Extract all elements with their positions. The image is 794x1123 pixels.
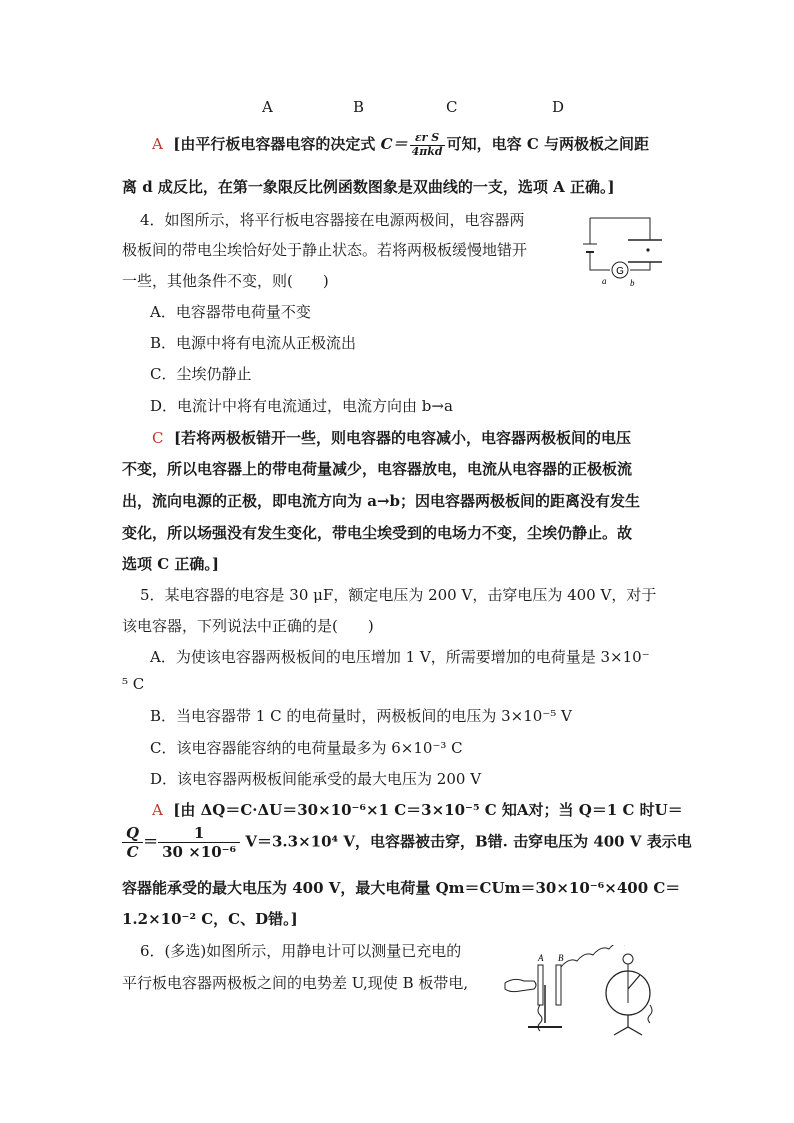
solution-4-text-1: [若将两极板错开一些，则电容器的电容减小，电容器两极板间的电压	[173, 429, 632, 447]
question-5-option-b: B．当电容器带 1 C 的电荷量时，两极板间的电压为 3×10⁻⁵ V	[150, 707, 572, 725]
solution-4-line-2: 不变，所以电容器上的带电荷量减少，电容器放电，电流从电容器的正极板流	[122, 460, 633, 478]
solution-4-line-1	[152, 427, 631, 448]
solution-3-answer: A	[152, 135, 163, 153]
choice-label-a: A	[262, 98, 273, 116]
question-4-option-d: D．电流计中将有电流通过，电流方向由 b→a	[150, 397, 453, 415]
solution-4-line-5: 选项 C 正确。]	[122, 555, 219, 573]
solution-5-line-3: 容器能承受的最大电压为 400 V，最大电荷量 Qm＝CUm＝30×10⁻⁶×400 C＝	[122, 879, 681, 897]
capacitance-formula-denominator: 4πkd	[411, 144, 443, 158]
question-4-option-a: A．电容器带电荷量不变	[150, 303, 311, 321]
voltage-fraction-denominator: 30 ×10⁻⁶	[158, 842, 240, 861]
circuit-label-a: a	[602, 276, 607, 286]
voltage-fraction	[158, 824, 240, 861]
galvanometer-label: G	[616, 266, 624, 277]
voltage-fraction-numerator: 1	[193, 824, 205, 842]
electrometer-figure	[500, 945, 665, 1040]
solution-3-line-1	[152, 130, 649, 158]
question-5-option-d: D．该电容器两极板间能承受的最大电压为 200 V	[150, 770, 482, 788]
capacitance-formula	[410, 132, 445, 157]
question-4-option-b: B．电源中将有电流从正极流出	[150, 334, 357, 352]
question-4-option-c: C．尘埃仍静止	[150, 365, 252, 383]
question-5-stem-1: 5．某电容器的电容是 30 μF，额定电压为 200 V，击穿电压为 400 V，对于	[140, 586, 657, 604]
question-5-stem-2: 该电容器，下列说法中正确的是( )	[122, 617, 374, 635]
question-6-stem-2: 平行板电容器两极板之间的电势差 U,现使 B 板带电,	[122, 974, 469, 992]
question-5-option-a-line-2: ⁵ C	[122, 675, 145, 693]
solution-4-line-3: 出，流向电源的正极，即电流方向为 a→b；因电容器两极板间的距离没有发生	[122, 492, 641, 510]
q-over-c-fraction	[122, 824, 143, 861]
choice-label-b: B	[353, 98, 365, 116]
solution-5-equals: ＝	[143, 832, 159, 851]
choice-label-d: D	[552, 98, 565, 116]
question-5-option-a-line-1: A．为使该电容器两极板间的电压增加 1 V，所需要增加的电荷量是 3×10⁻	[150, 648, 650, 666]
capacitor-circuit-figure	[580, 210, 670, 290]
solution-5-line-4: 1.2×10⁻² C，C、D错。]	[122, 910, 298, 928]
question-4-stem-3: 一些，其他条件不变，则( )	[122, 272, 329, 290]
q-over-c-denominator: C	[122, 842, 143, 861]
solution-5-line-2	[122, 824, 692, 861]
solution-4-line-4: 变化，所以场强没有发生变化，带电尘埃受到的电场力不变，尘埃仍静止。故	[122, 524, 633, 542]
q-over-c-numerator: Q	[126, 824, 140, 842]
circuit-label-b: b	[630, 278, 635, 288]
question-5-option-c: C．该电容器能容纳的电荷量最多为 6×10⁻³ C	[150, 739, 463, 757]
solution-3-line-2: 离 d 成反比，在第一象限反比例函数图象是双曲线的一支，选项 A 正确。]	[122, 178, 615, 196]
solution-5-line-1	[152, 799, 683, 820]
capacitance-formula-numerator: εr S	[414, 131, 440, 145]
solution-5-text-2: V＝3.3×10⁴ V，电容器被击穿，B错. 击穿电压为 400 V 表示电	[245, 832, 692, 851]
choice-label-c: C	[446, 98, 458, 116]
question-4-stem-1: 4．如图所示，将平行板电容器接在电源两极间，电容器两	[140, 211, 525, 229]
solution-5-text-1: [由 ΔQ＝C·ΔU＝30×10⁻⁶×1 C＝3×10⁻⁵ C 知A对；当 Q＝1 C 时U＝	[173, 801, 683, 819]
solution-3-formula-lhs: C＝	[380, 135, 408, 153]
solution-3-text-post: 可知，电容 C 与两极板之间距	[446, 135, 650, 153]
plate-a-label: A	[538, 953, 544, 963]
solution-3-text-pre: [由平行板电容器电容的决定式	[173, 135, 376, 153]
solution-4-answer: C	[152, 429, 164, 447]
question-6-stem-1: 6．(多选)如图所示，用静电计可以测量已充电的	[140, 942, 462, 960]
solution-5-answer: A	[152, 801, 163, 819]
plate-b-label: B	[558, 953, 564, 963]
question-4-stem-2: 极板间的带电尘埃恰好处于静止状态。若将两极板缓慢地错开	[122, 241, 528, 259]
